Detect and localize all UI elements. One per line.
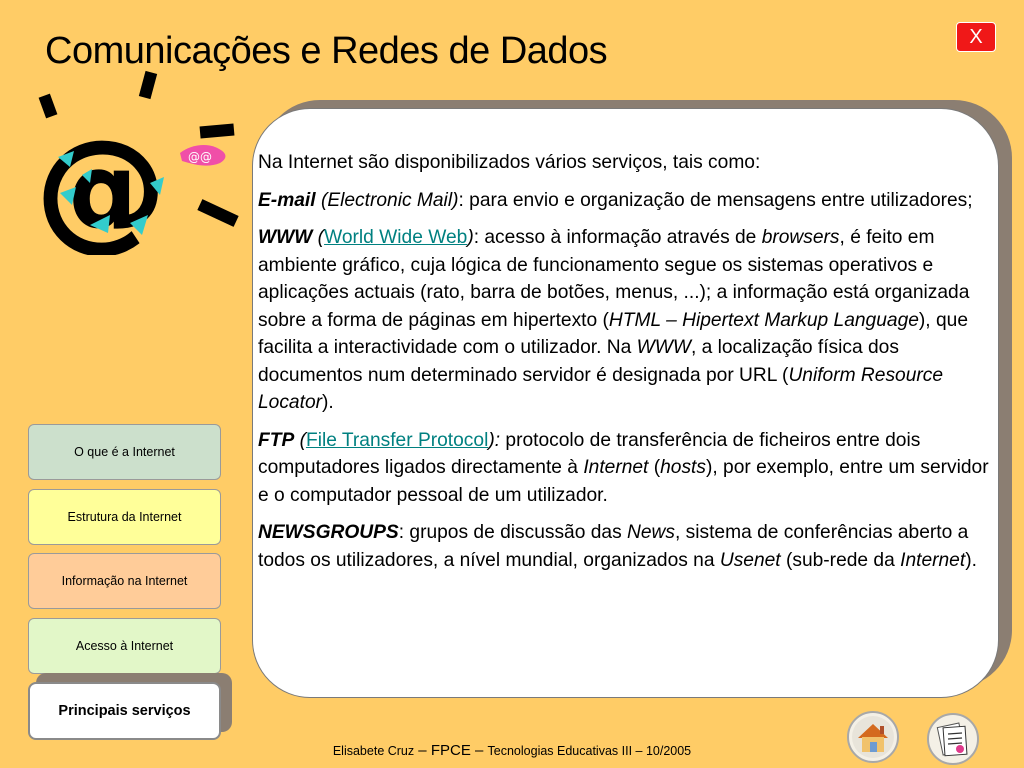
newsgroups-term: NEWSGROUPS <box>258 522 399 543</box>
email-expansion: (Electronic Mail) <box>320 189 459 211</box>
ftp-term: FTP <box>258 429 295 451</box>
footer: Elisabete Cruz – FPCE – Tecnologias Educativas III – 10/2005 <box>332 742 692 759</box>
ftp-link[interactable]: File Transfer Protocol <box>305 429 489 451</box>
nav-principais-servicos[interactable]: Principais serviços <box>28 682 221 740</box>
email-paragraph: E-mail (Electronic Mail): para envio e organização de mensagens entre utilizadores; <box>258 189 973 211</box>
footer-course: Tecnologias Educativas III – 10/2005 <box>487 744 692 758</box>
www-paragraph: WWW (World Wide Web): acesso à informação através de browsers, é feito em ambiente gráfico, cuja lógica de funcionamento segue os sistemas operativos e aplicações actuais (rato, barra de botões, menus, ...); a informação está organizada sobre a forma de páginas em hipertexto (HTML – Hipertext Markup Language), que facilita a interactividade com o utilizador. Na WWW, a localização física dos documentos num determinado servidor é designada por URL (Uniform Resource Locator). <box>258 227 970 413</box>
page-title: Comunicações e Redes de Dados <box>45 30 608 72</box>
email-term: E-mail <box>258 189 316 211</box>
nav-estrutura-internet[interactable]: Estrutura da Internet <box>28 489 221 545</box>
intro-paragraph: Na Internet são disponibilizados vários serviços, tais como: <box>258 152 761 173</box>
close-button[interactable]: X <box>956 22 996 52</box>
svg-text:@@: @@ <box>188 150 212 164</box>
content-panel <box>252 108 999 698</box>
www-term: WWW <box>258 227 313 248</box>
at-sign-logo <box>30 65 250 255</box>
www-link[interactable]: World Wide Web <box>324 227 468 248</box>
nav-acesso-internet[interactable]: Acesso à Internet <box>28 618 221 674</box>
newsgroups-paragraph: NEWSGROUPS: grupos de discussão das News, sistema de conferências aberto a todos os utilizadores, a nível mundial, organizados na Usenet (sub-rede da Internet). <box>258 522 977 571</box>
nav-o-que-e-internet[interactable]: O que é a Internet <box>28 424 221 480</box>
svg-text:@: @ <box>36 112 166 255</box>
content-text <box>258 149 994 584</box>
footer-school: FPCE <box>430 742 471 759</box>
ftp-paragraph: FTP (File Transfer Protocol): protocolo de transferência de ficheiros entre dois computadores ligados directamente à Internet (hosts), por exemplo, entre um servidor e o computador pessoal de um utilizador. <box>258 429 989 506</box>
footer-author: Elisabete Cruz <box>332 744 415 758</box>
nav-informacao-internet[interactable]: Informação na Internet <box>28 553 221 609</box>
